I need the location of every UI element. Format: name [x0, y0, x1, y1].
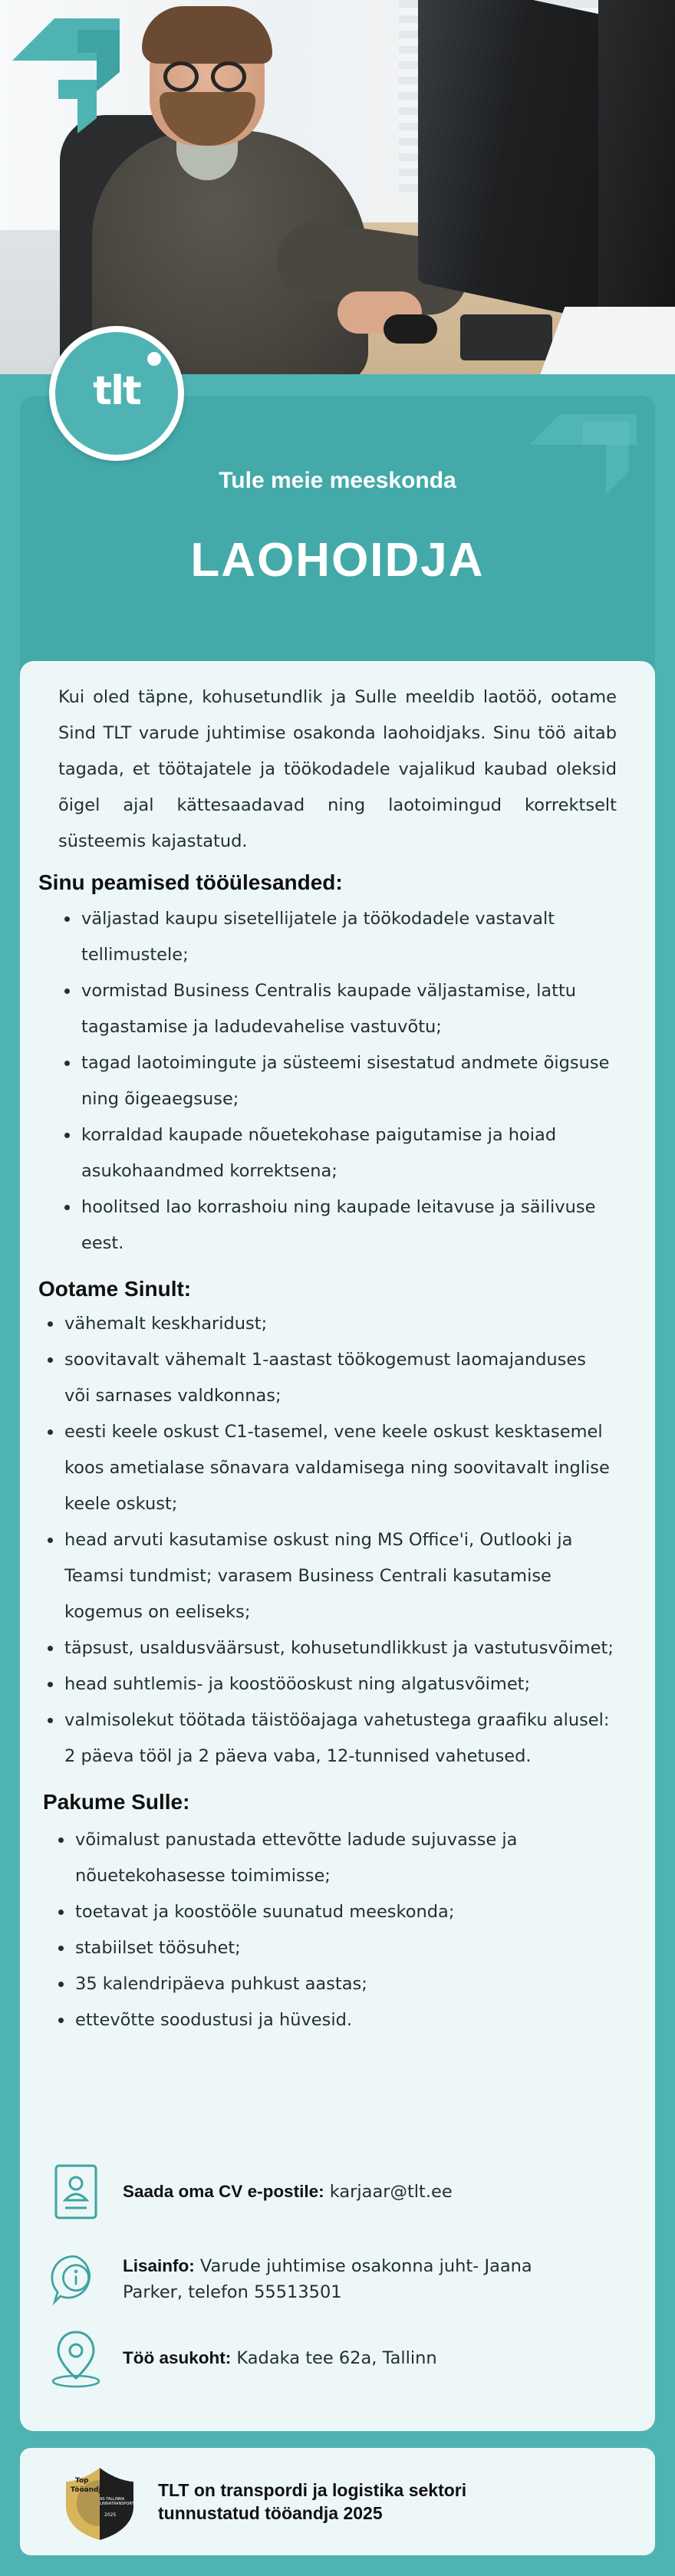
footer-text: TLT on transpordi ja logistika sektori tunnustatud tööandja 2025 — [158, 2480, 467, 2523]
list-item: eesti keele oskust C1-tasemel, vene keele oskust kesktasemel koos ametialase sõnavara valdamisega ning soovitavalt inglise keele oskust; — [41, 1414, 617, 1522]
duties-list — [58, 901, 617, 1262]
cv-contact-row — [49, 2161, 453, 2222]
info-label: Lisainfo: — [123, 2256, 195, 2275]
list-item: ettevõtte soodustusi ja hüvesid. — [52, 2002, 617, 2038]
company-logo — [49, 326, 184, 461]
award-text-company: AS TALLINNA LINNATRANSPORT — [100, 2497, 134, 2506]
list-item: võimalust panustada ettevõtte ladude sujuvasse ja nõuetekohasesse toimimisse; — [52, 1822, 617, 1894]
list-item: vormistad Business Centralis kaupade väljastamise, lattu tagastamise ja ladudevahelise vastuvõtu; — [58, 973, 617, 1045]
location-pin-icon — [49, 2328, 103, 2389]
award-text-employer: Tööandja — [71, 2486, 106, 2494]
list-item: head arvuti kasutamise oskust ning MS Office'i, Outlooki ja Teamsi tundmist; varasem Business Centrali kasutamise kogemus on eeliseks; — [41, 1522, 617, 1630]
location-value: Kadaka tee 62a, Tallinn — [231, 2348, 437, 2368]
page-subtitle: Tule meie meeskonda — [219, 468, 456, 493]
info-contact-row — [49, 2249, 552, 2310]
list-item: täpsust, usaldusväärsust, kohusetundlikkust ja vastutusvõimet; — [41, 1630, 617, 1666]
requirements-heading: Ootame Sinult: — [38, 1277, 192, 1301]
offer-heading: Pakume Sulle: — [43, 1790, 190, 1814]
list-item: 35 kalendripäeva puhkust aastas; — [52, 1966, 617, 2002]
offer-list — [52, 1822, 617, 2038]
list-item: soovitavalt vähemalt 1-aastast töökogemust laomajanduses või sarnases valdkonnas; — [41, 1342, 617, 1414]
requirements-list — [41, 1306, 617, 1775]
id-card-icon — [49, 2161, 103, 2222]
logo-text: tlt — [93, 368, 140, 414]
location-contact-row — [49, 2328, 437, 2389]
list-item: toetavat ja koostööle suunatud meeskonda; — [52, 1894, 617, 1930]
list-item: vähemalt keskharidust; — [41, 1306, 617, 1342]
award-text-year: 2025 — [104, 2512, 117, 2518]
footer-banner — [20, 2448, 655, 2555]
list-item: stabiilset töösuhet; — [52, 1930, 617, 1966]
info-bubble-icon — [49, 2249, 103, 2310]
info-value: Varude juhtimise osakonna juht- Jaana Parker, telefon 55513501 — [123, 2256, 532, 2302]
location-label: Töö asukoht: — [123, 2348, 232, 2367]
page-title: LAOHOIDJA — [190, 534, 485, 587]
list-item: valmisolekut töötada täistööajaga vahetustega graafiku alusel: 2 päeva tööl ja 2 päeva vaba, 12-tunnised vahetused. — [41, 1703, 617, 1775]
list-item: hoolitsed lao korrashoiu ning kaupade leitavuse ja säilivuse eest. — [58, 1189, 617, 1262]
list-item: väljastad kaupu sisetellijatele ja töökodadele vastavalt tellimustele; — [58, 901, 617, 973]
list-item: head suhtlemis- ja koostööoskust ning algatusvõimet; — [41, 1666, 617, 1703]
cv-email-link[interactable]: karjaar@tlt.ee — [324, 2182, 453, 2202]
duties-heading: Sinu peamised tööülesanded: — [38, 870, 343, 894]
cv-label: Saada oma CV e-postile: — [123, 2182, 324, 2201]
list-item: korraldad kaupade nõuetekohase paigutamise ja hoiad asukohaandmed korrektsena; — [58, 1117, 617, 1189]
list-item: tagad laotoimingute ja süsteemi sisestatud andmete õigsuse ning õigeaegsuse; — [58, 1045, 617, 1117]
award-text-top: Top — [75, 2477, 89, 2485]
chevron-decor-icon — [12, 18, 127, 133]
intro-paragraph: Kui oled täpne, kohusetundlik ja Sulle meeldib laotöö, ootame Sind TLT varude juhtimise osakonda laohoidjaks. Sinu töö aitab tagada, et töötajatele ja töökodadele vajalikud kaubad oleksid õigel ajal kättesaadavad ning laotoimingud korrektselt süsteemis kajastatud. — [58, 687, 617, 851]
